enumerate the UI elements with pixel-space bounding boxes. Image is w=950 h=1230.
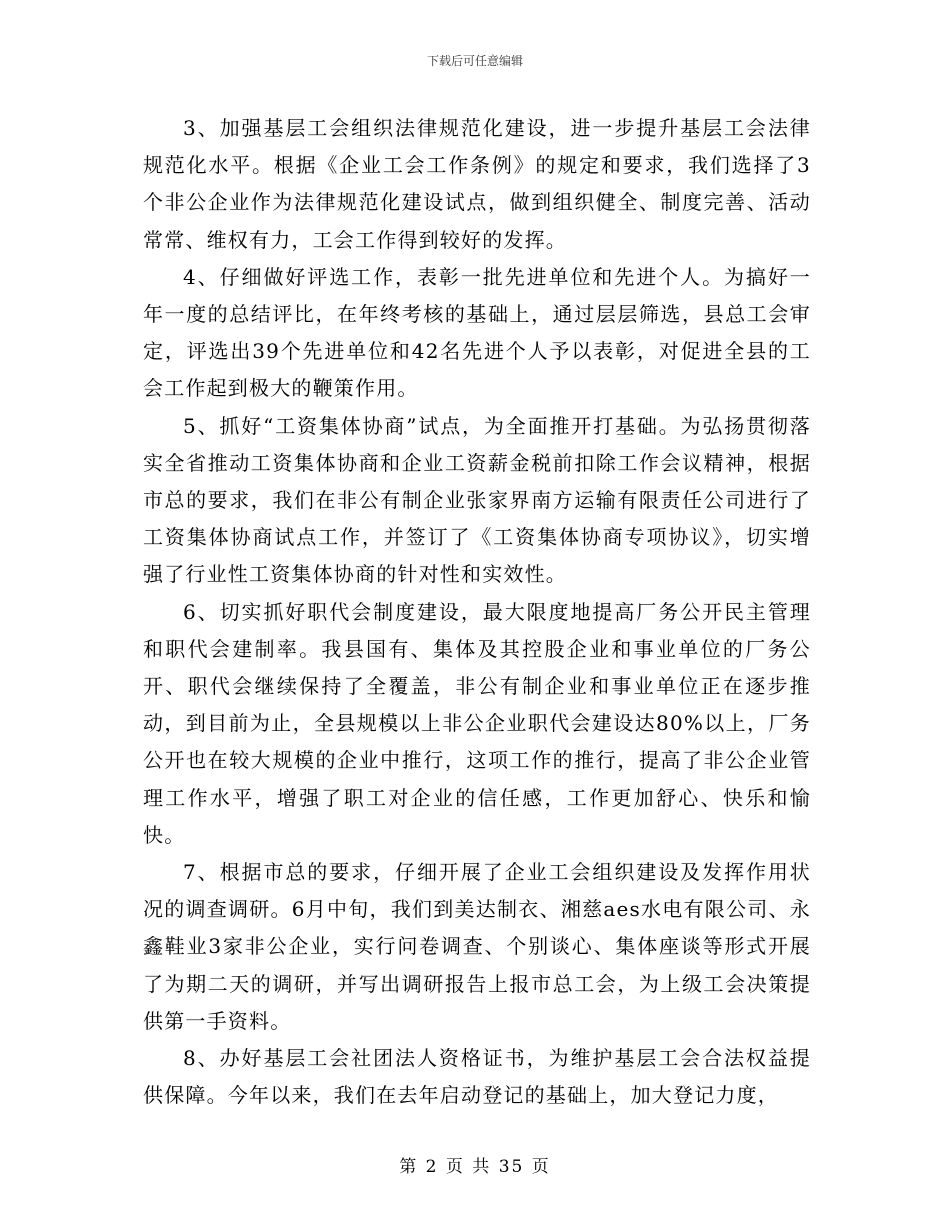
paragraph-4: 4、仔细做好评选工作，表彰一批先进单位和先进个人。为搞好一年一度的总结评比，在年终考核的基础上，通过层层筛选，县总工会审定，评选出39个先进单位和42名先进个人予以表彰，对促进全县的工会工作起到极大的鞭策作用。 bbox=[143, 264, 811, 401]
paragraph-6: 6、切实抓好职代会制度建设，最大限度地提高厂务公开民主管理和职代会建制率。我县国有、集体及其控股企业和事业单位的厂务公开、职代会继续保持了全覆盖，非公有制企业和事业单位正在逐步推动，到目前为止，全县规模以上非公企业职代会建设达80%以上，厂务公开也在较大规模的企业中推行，这项工作的推行，提高了非公企业管理工作水平，增强了职工对企业的信任感，工作更加舒心、快乐和愉快。 bbox=[143, 599, 811, 847]
page-number: 第 2 页 共 35 页 bbox=[399, 1157, 551, 1177]
paragraph-8: 8、办好基层工会社团法人资格证书，为维护基层工会合法权益提供保障。今年以来，我们在去年启动登记的基础上，加大登记力度， bbox=[143, 1046, 811, 1108]
paragraph-5: 5、抓好“工资集体协商”试点，为全面推开打基础。为弘扬贯彻落实全省推动工资集体协商和企业工资薪金税前扣除工作会议精神，根据市总的要求，我们在非公有制企业张家界南方运输有限责任公司进行了工资集体协商试点工作，并签订了《工资集体协商专项协议》，切实增强了行业性工资集体协商的针对性和实效性。 bbox=[143, 413, 811, 587]
body-text bbox=[143, 110, 811, 1114]
paragraph-7: 7、根据市总的要求，仔细开展了企业工会组织建设及发挥作用状况的调查调研。6月中旬，我们到美达制衣、湘慈aes水电有限公司、永鑫鞋业3家非公企业，实行问卷调查、个别谈心、集体座谈等形式开展了为期二天的调研，并写出调研报告上报市总工会，为上级工会决策提供第一手资料。 bbox=[143, 860, 811, 1033]
paragraph-3: 3、加强基层工会组织法律规范化建设，进一步提升基层工会法律规范化水平。根据《企业工会工作条例》的规定和要求，我们选择了3个非公企业作为法律规范化建设试点，做到组织健全、制度完善、活动常常、维权有力，工会工作得到较好的发挥。 bbox=[143, 116, 811, 252]
page-header: 下载后可任意编辑 bbox=[426, 54, 523, 68]
